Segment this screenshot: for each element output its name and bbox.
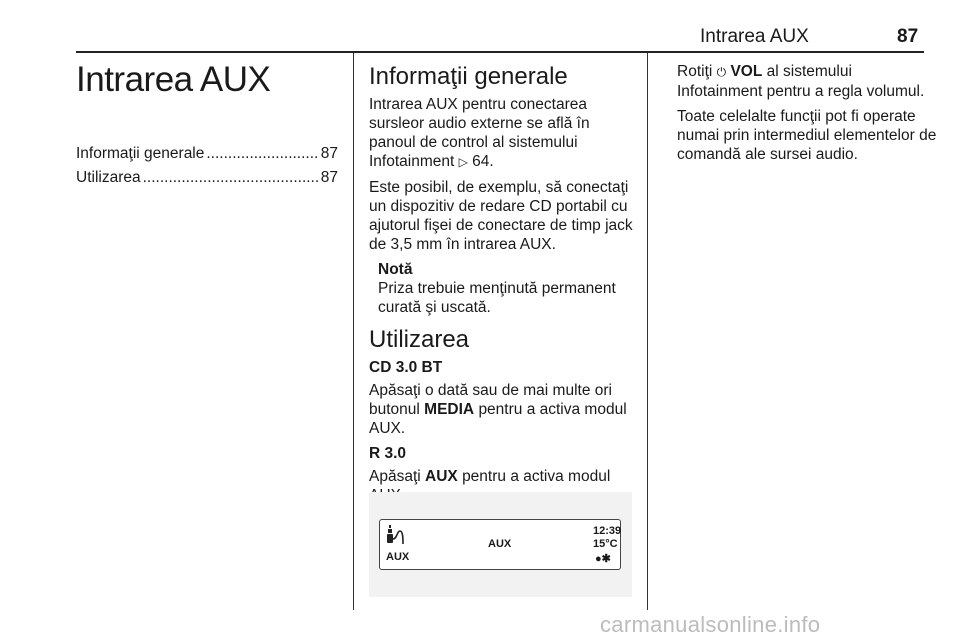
toc-entry-label: Informaţii generale bbox=[76, 145, 205, 162]
aux-key-label: AUX bbox=[425, 468, 458, 485]
display-clock: 12:39 bbox=[593, 525, 622, 537]
volume-instruction-post: al sistemului Infotainment pentru a regla volumul. bbox=[677, 63, 925, 100]
note-box bbox=[378, 260, 637, 317]
toc-entry[interactable] bbox=[76, 145, 338, 169]
page-reference-link[interactable]: 64. bbox=[472, 153, 494, 170]
note-title: Notă bbox=[378, 261, 413, 278]
other-functions-paragraph: Toate celelalte funcţii pot fi operate numai prin intermediul elementelor de comandă ale sursei audio. bbox=[677, 108, 937, 163]
chapter-title: Intrarea AUX bbox=[76, 60, 271, 99]
table-of-contents bbox=[76, 145, 338, 193]
running-header-title: Intrarea AUX bbox=[700, 26, 809, 47]
right-column bbox=[677, 62, 939, 170]
toc-entry-page: 87 bbox=[320, 145, 338, 162]
subheading-r30: R 3.0 bbox=[369, 445, 407, 462]
display-temperature: 15°C bbox=[593, 538, 618, 550]
toc-entry-page: 87 bbox=[320, 169, 338, 186]
volume-instruction-pre: Rotiţi bbox=[677, 63, 713, 80]
header-divider bbox=[76, 51, 924, 53]
subheading-cd30bt: CD 3.0 BT bbox=[369, 359, 443, 376]
display-mode-label: AUX bbox=[488, 538, 512, 550]
cd-instruction-post: pentru a activa modul AUX. bbox=[369, 401, 627, 437]
vol-key-label: VOL bbox=[730, 63, 763, 80]
section-heading-general: Informaţii generale bbox=[369, 63, 568, 90]
middle-column bbox=[369, 62, 637, 511]
r-instruction-pre: Apăsaţi bbox=[369, 468, 421, 485]
volume-instruction bbox=[677, 62, 939, 101]
column-divider-2 bbox=[647, 53, 648, 610]
column-divider-1 bbox=[353, 53, 354, 610]
toc-entry-label: Utilizarea bbox=[76, 169, 141, 186]
section-heading-usage: Utilizarea bbox=[369, 326, 470, 353]
general-p1-text: Intrarea AUX pentru conectarea sursleor audio externe se află în panoul de control al sistemului Infotainment bbox=[369, 96, 590, 170]
arrow-icon: ▷ bbox=[458, 155, 468, 169]
toc-leader-dots bbox=[143, 169, 319, 187]
display-illustration bbox=[369, 492, 632, 597]
r-instruction-post: pentru a activa modul bbox=[462, 468, 611, 485]
watermark: carmanualsonline.info bbox=[600, 612, 821, 637]
page-number: 87 bbox=[897, 26, 919, 47]
aux-plug-icon bbox=[386, 524, 408, 550]
toc-leader-dots bbox=[206, 145, 318, 163]
bluetooth-status-icon: ●✱ bbox=[595, 553, 611, 565]
general-paragraph-2: Este posibil, de exemplu, să conectaţi un dispozitiv de redare CD portabil cu ajutorul fişei de conectare de timp jack de 3,5 mm în intrarea AUX. bbox=[369, 179, 633, 253]
toc-entry[interactable] bbox=[76, 169, 338, 193]
media-key-label: MEDIA bbox=[424, 401, 475, 418]
display-source-label: AUX bbox=[386, 551, 410, 563]
cd-instruction-pre: Apăsaţi o dată sau de mai multe ori butonul bbox=[369, 382, 612, 418]
cd-instruction bbox=[369, 381, 637, 438]
power-knob-icon: ⏻ bbox=[716, 65, 727, 79]
infotainment-display bbox=[379, 519, 621, 570]
note-text: Priza trebuie menţinută permanent curată şi uscată. bbox=[378, 280, 616, 316]
general-paragraph-1 bbox=[369, 95, 637, 172]
